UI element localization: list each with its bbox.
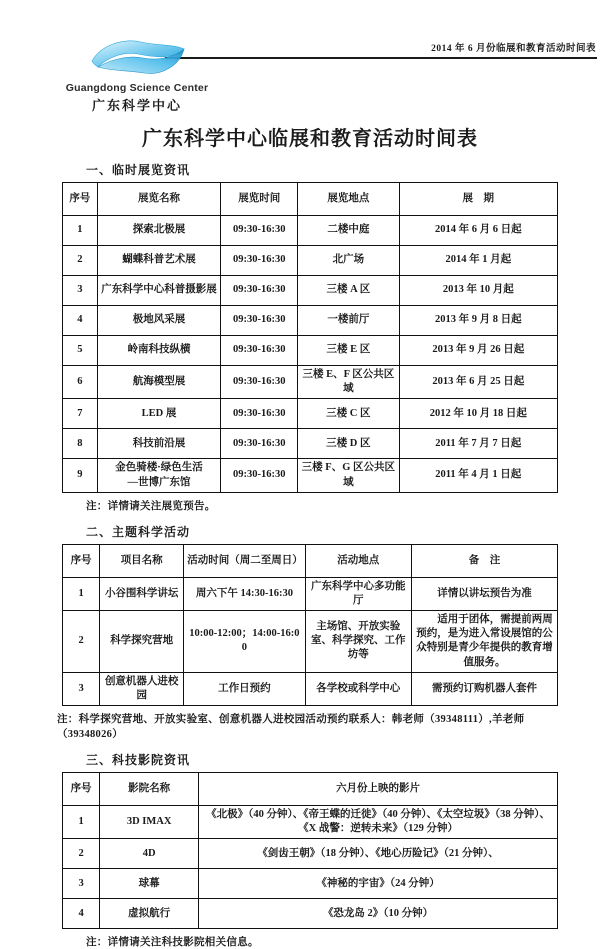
table-cell: 1 <box>63 577 100 610</box>
column-header: 展 期 <box>399 183 557 216</box>
column-header: 影院名称 <box>100 773 199 806</box>
table-cell: 主场馆、开放实验室、科学探究、工作坊等 <box>305 611 411 673</box>
table-cell: 09:30-16:30 <box>221 459 298 492</box>
table-row <box>63 216 558 246</box>
table-cell: 北广场 <box>298 246 399 276</box>
table-cell: 09:30-16:30 <box>221 366 298 399</box>
column-header: 项目名称 <box>100 544 184 577</box>
section-note: 注：科学探究营地、开放实验室、创意机器人进校园活动预约联系人：韩老师（39348111）,羊老师（39348026） <box>57 714 525 741</box>
table-row <box>63 806 558 839</box>
gsc-logo <box>62 36 212 114</box>
table-cell: 球幕 <box>100 869 199 899</box>
table-cell: 工作日预约 <box>184 672 305 705</box>
table-header-row <box>63 183 558 216</box>
table-cell: 三楼 C 区 <box>298 399 399 429</box>
table-cell: 广东科学中心多功能厅 <box>305 577 411 610</box>
table-cell: 9 <box>63 459 98 492</box>
table-cell: 航海模型展 <box>97 366 221 399</box>
table-cell: 2011 年 4 月 1 日起 <box>399 459 557 492</box>
table-cell: 极地风采展 <box>97 306 221 336</box>
table-row <box>63 336 558 366</box>
table-cell: 一楼前厅 <box>298 306 399 336</box>
table-cell: 三楼 F、G 区公共区域 <box>298 459 399 492</box>
section-note: 注：详情请关注展览预告。 <box>86 500 216 512</box>
table-cell: 3 <box>63 869 100 899</box>
doc-reference-text: 2014 年 6 月份临展和教育活动时间表 <box>431 44 596 54</box>
table-row <box>63 366 558 399</box>
table-cell: 8 <box>63 429 98 459</box>
table-row <box>63 429 558 459</box>
table-cell: 09:30-16:30 <box>221 276 298 306</box>
section-heading: 三、科技影院资讯 <box>86 753 191 768</box>
logo-text-zh: 广东科学中心 <box>91 98 182 113</box>
table-cell: 《剑齿王朝》（18 分钟）、《地心历险记》（21 分钟）、 <box>199 839 558 869</box>
table-row <box>63 459 558 492</box>
logo-text-en: Guangdong Science Center <box>65 82 209 94</box>
table-header-row <box>63 544 558 577</box>
table-cell: 三楼 E、F 区公共区域 <box>298 366 399 399</box>
table-row <box>63 869 558 899</box>
table-cell: 《北极》（40 分钟）、《帝王蝶的迁徙》（40 分钟）、《太空垃圾》（38 分钟）、《X 战警：逆转未来》（129 分钟） <box>199 806 558 839</box>
table-cell: 2012 年 10 月 18 日起 <box>399 399 557 429</box>
column-header: 展览时间 <box>221 183 298 216</box>
table-cell: 探索北极展 <box>97 216 221 246</box>
exhibitions-table <box>62 182 558 493</box>
table-cell: 科学探究营地 <box>100 611 184 673</box>
table-cell: 三楼 A 区 <box>298 276 399 306</box>
column-header: 活动时间（周二至周日） <box>184 544 305 577</box>
section-heading: 一、临时展览资讯 <box>86 163 191 177</box>
table-cell: 6 <box>63 366 98 399</box>
table-cell: 3 <box>63 276 98 306</box>
table-row <box>63 276 558 306</box>
table-cell: 1 <box>63 806 100 839</box>
table-cell: 4 <box>63 899 100 929</box>
gsc-wave-logo-icon <box>62 36 212 82</box>
column-header: 展览名称 <box>97 183 221 216</box>
table-cell: 4 <box>63 306 98 336</box>
table-cell: 广东科学中心科普摄影展 <box>97 276 221 306</box>
table-cell: 2013 年 6 月 25 日起 <box>399 366 557 399</box>
table-cell: 2 <box>63 246 98 276</box>
table-cell: 适用于团体，需提前两周预约，是为进入常设展馆的公众特别是青少年提供的教育增值服务。 <box>411 611 557 673</box>
page-header <box>62 36 596 113</box>
table-cell: 2013 年 9 月 26 日起 <box>399 336 557 366</box>
table-cell: 09:30-16:30 <box>221 399 298 429</box>
table-header-row <box>63 773 558 806</box>
table-cell: 2013 年 10 月起 <box>399 276 557 306</box>
table-cell: 09:30-16:30 <box>221 306 298 336</box>
table-cell: 金色骑楼·绿色生活 —世博广东馆 <box>97 459 221 492</box>
table-cell: 2 <box>63 839 100 869</box>
table-cell: 09:30-16:30 <box>221 216 298 246</box>
table-cell: 小谷围科学讲坛 <box>100 577 184 610</box>
section-science-activities <box>57 523 558 741</box>
section-temporary-exhibitions <box>62 161 558 513</box>
table-cell: 岭南科技纵横 <box>97 336 221 366</box>
table-cell: 蝴蝶科普艺术展 <box>97 246 221 276</box>
table-row <box>63 246 558 276</box>
table-cell: 5 <box>63 336 98 366</box>
table-row <box>63 306 558 336</box>
table-cell: 3D IMAX <box>100 806 199 839</box>
table-cell: 3 <box>63 672 100 705</box>
table-cell: 2 <box>63 611 100 673</box>
header-rule <box>165 57 597 59</box>
activities-table <box>62 544 558 706</box>
table-cell: LED 展 <box>97 399 221 429</box>
table-cell: 2014 年 6 月 6 日起 <box>399 216 557 246</box>
page-title: 广东科学中心临展和教育活动时间表 <box>142 128 478 150</box>
table-cell: 1 <box>63 216 98 246</box>
table-cell: 4D <box>100 839 199 869</box>
table-row <box>63 672 558 705</box>
table-cell: 09:30-16:30 <box>221 246 298 276</box>
column-header: 序号 <box>63 544 100 577</box>
table-cell: 7 <box>63 399 98 429</box>
table-cell: 10:00-12:00；14:00-16:00 <box>184 611 305 673</box>
table-row <box>63 839 558 869</box>
table-cell: 2014 年 1 月起 <box>399 246 557 276</box>
table-cell: 详情以讲坛预告为准 <box>411 577 557 610</box>
column-header: 六月份上映的影片 <box>199 773 558 806</box>
table-cell: 创意机器人进校园 <box>100 672 184 705</box>
table-row <box>63 899 558 929</box>
column-header: 备 注 <box>411 544 557 577</box>
table-cell: 需预约订购机器人套件 <box>411 672 557 705</box>
table-cell: 二楼中庭 <box>298 216 399 246</box>
column-header: 展览地点 <box>298 183 399 216</box>
table-cell: 周六下午 14:30-16:30 <box>184 577 305 610</box>
column-header: 序号 <box>63 183 98 216</box>
table-cell: 《恐龙岛 2》（10 分钟） <box>199 899 558 929</box>
table-row <box>63 399 558 429</box>
table-cell: 三楼 D 区 <box>298 429 399 459</box>
section-heading: 二、主题科学活动 <box>86 524 191 539</box>
table-cell: 09:30-16:30 <box>221 336 298 366</box>
section-science-cinema <box>62 751 558 949</box>
table-cell: 2013 年 9 月 8 日起 <box>399 306 557 336</box>
table-cell: 科技前沿展 <box>97 429 221 459</box>
table-cell: 《神秘的宇宙》（24 分钟） <box>199 869 558 899</box>
cinema-table <box>62 772 558 929</box>
table-cell: 09:30-16:30 <box>221 429 298 459</box>
table-row <box>63 577 558 610</box>
column-header: 序号 <box>63 773 100 806</box>
table-cell: 各学校或科学中心 <box>305 672 411 705</box>
table-row <box>63 611 558 673</box>
table-cell: 三楼 E 区 <box>298 336 399 366</box>
column-header: 活动地点 <box>305 544 411 577</box>
table-cell: 2011 年 7 月 7 日起 <box>399 429 557 459</box>
section-note: 注：详情请关注科技影院相关信息。 <box>86 937 259 949</box>
table-cell: 虚拟航行 <box>100 899 199 929</box>
